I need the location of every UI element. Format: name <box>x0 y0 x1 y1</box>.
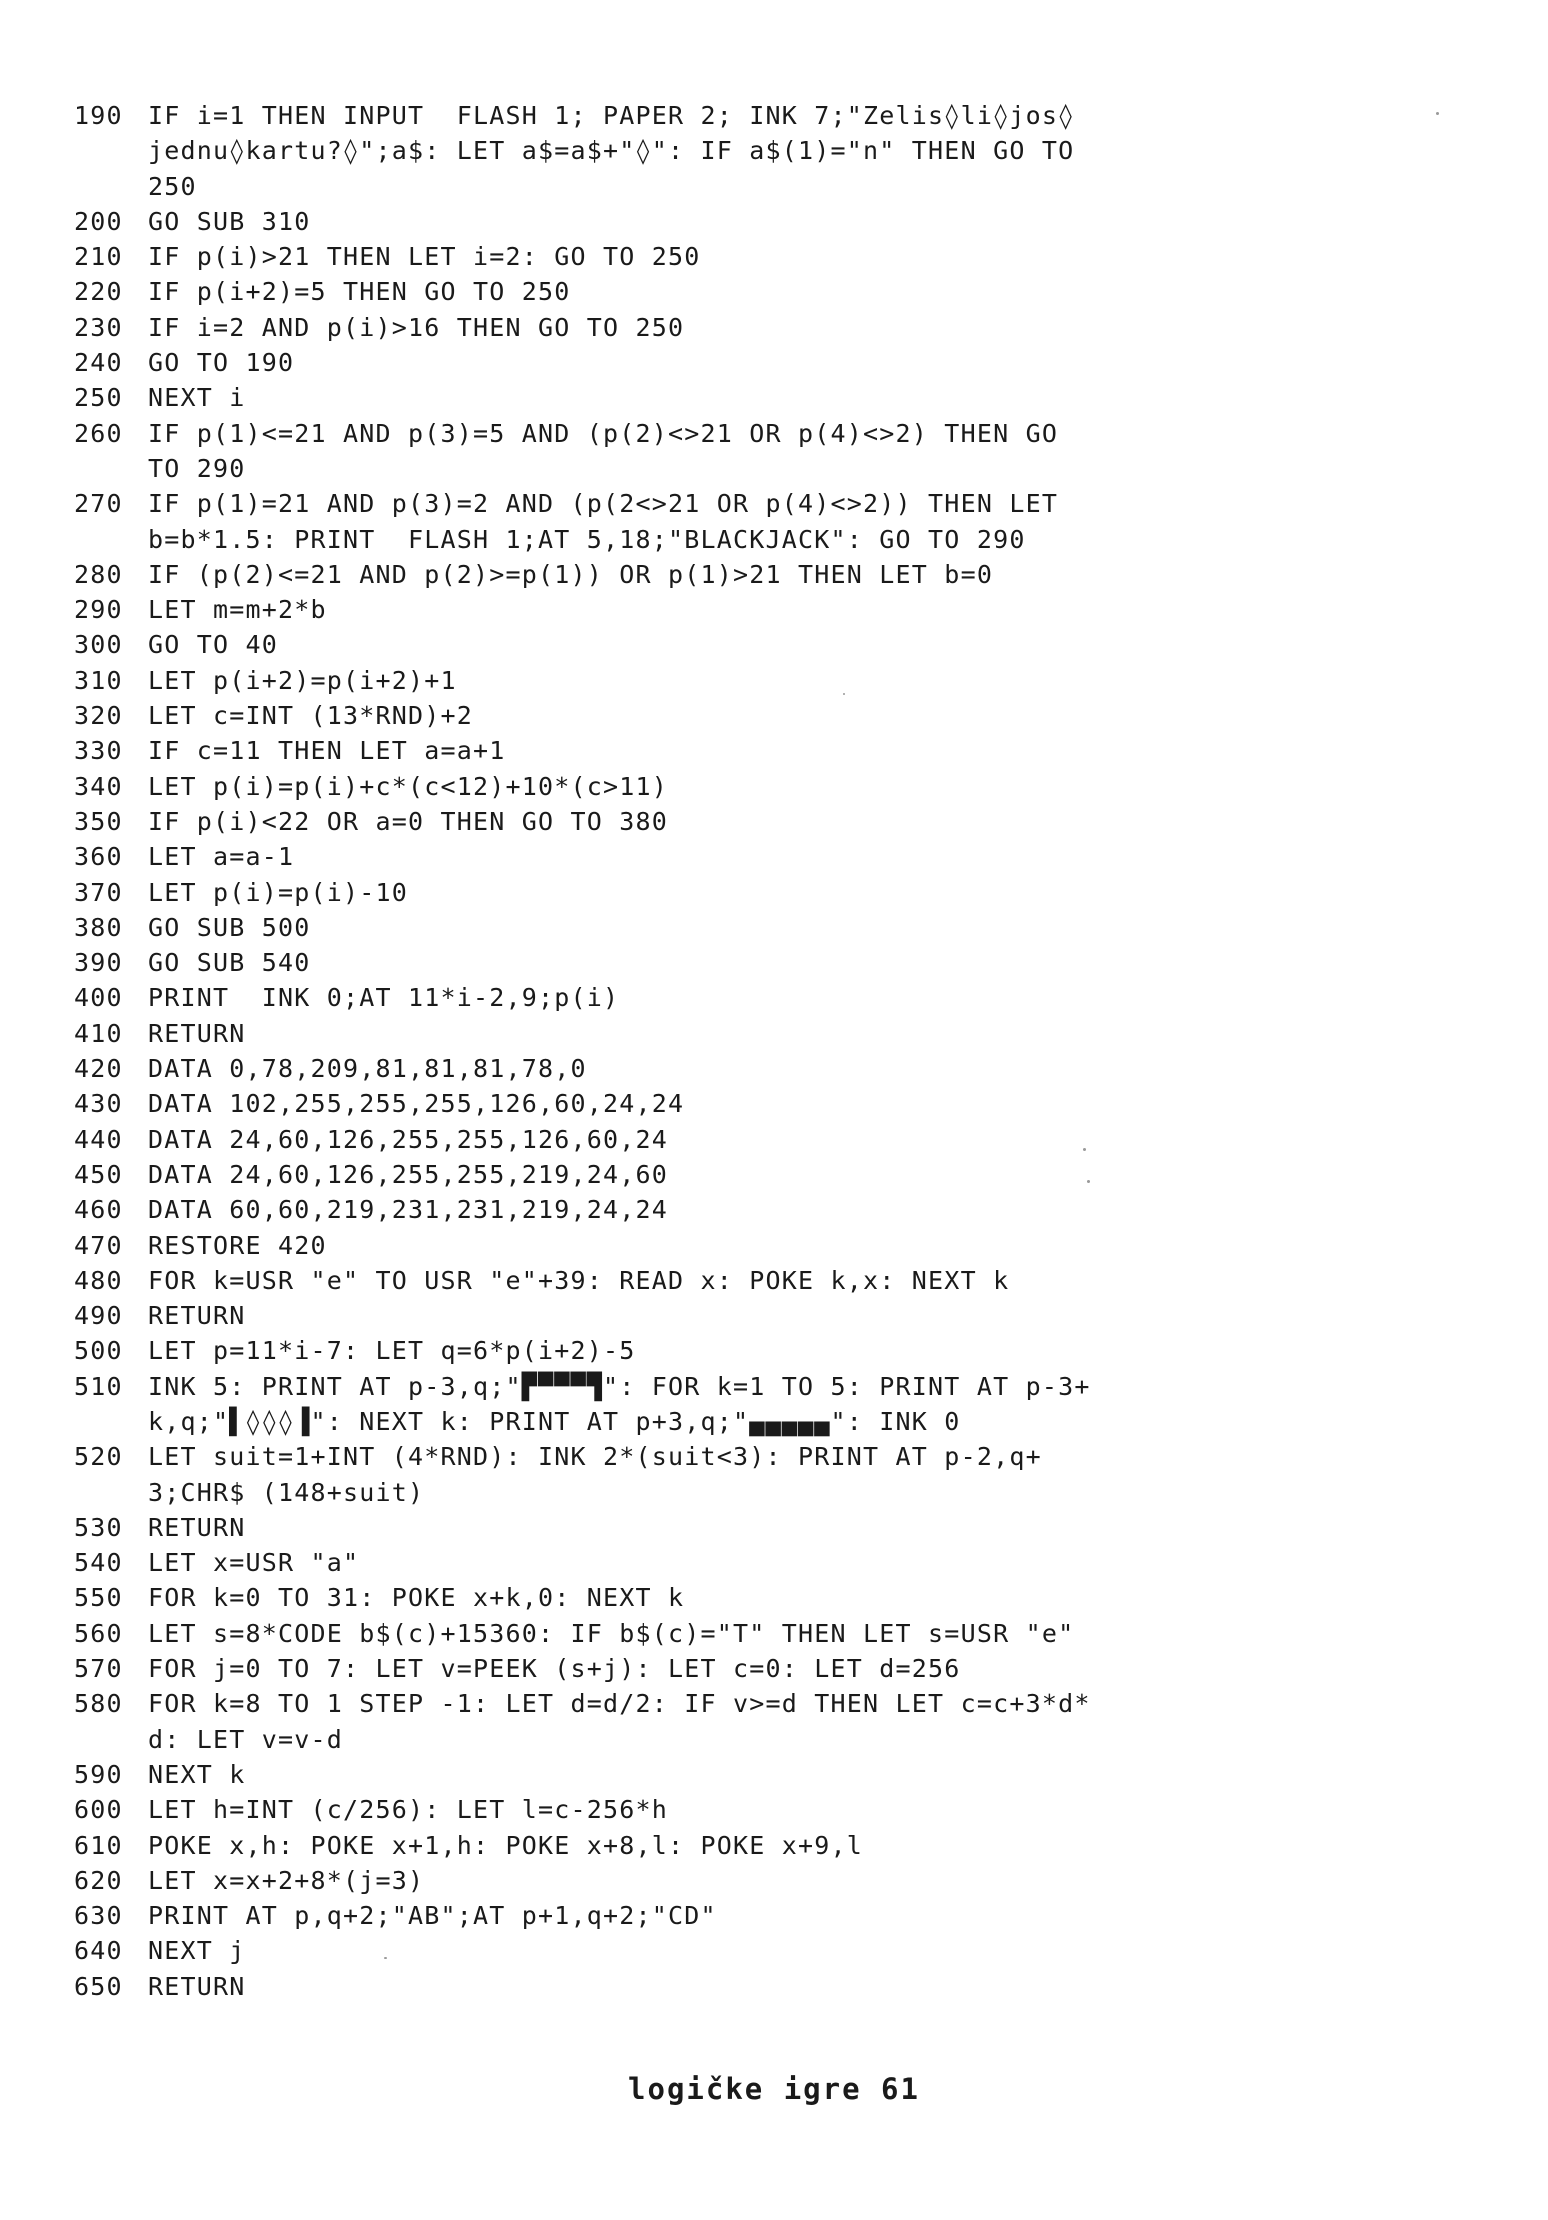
line-code: LET x=USR "a" <box>148 1548 360 1578</box>
line-number: 450 <box>74 1159 123 1189</box>
line-code: LET c=INT (13*RND)+2 <box>148 701 474 731</box>
code-line <box>74 1369 1504 1404</box>
line-code: LET a=a-1 <box>148 842 295 872</box>
basic-program-listing <box>74 98 1504 2004</box>
code-line <box>74 239 1504 274</box>
line-code: IF (p(2)<=21 AND p(2)>=p(1)) OR p(1)>21 THEN LET b=0 <box>148 559 994 589</box>
line-number: 420 <box>74 1054 123 1084</box>
line-code: DATA 24,60,126,255,255,126,60,24 <box>148 1124 669 1154</box>
line-code: LET m=m+2*b <box>148 595 327 625</box>
line-code: DATA 24,60,126,255,255,219,24,60 <box>148 1159 669 1189</box>
line-code: NEXT j <box>148 1936 246 1966</box>
line-code: IF i=2 AND p(i)>16 THEN GO TO 250 <box>148 312 685 342</box>
line-code: b=b*1.5: PRINT FLASH 1;AT 5,18;"BLACKJACK": GO TO 290 <box>148 524 1026 554</box>
code-line <box>74 1863 1504 1898</box>
line-number: 320 <box>74 701 123 731</box>
code-line <box>74 345 1504 380</box>
code-line <box>74 839 1504 874</box>
line-code: FOR k=8 TO 1 STEP -1: LET d=d/2: IF v>=d THEN LET c=c+3*d* <box>148 1689 1091 1719</box>
paper-speck <box>1083 1148 1086 1151</box>
line-number: 590 <box>74 1759 123 1789</box>
line-number: 470 <box>74 1230 123 1260</box>
line-code: 250 <box>148 171 197 201</box>
line-code: POKE x,h: POKE x+1,h: POKE x+8,l: POKE x+9,l <box>148 1830 864 1860</box>
line-number: 370 <box>74 877 123 907</box>
code-line <box>74 204 1504 239</box>
code-line <box>74 804 1504 839</box>
code-line <box>74 1792 1504 1827</box>
line-number: 460 <box>74 1195 123 1225</box>
line-code: LET s=8*CODE b$(c)+15360: IF b$(c)="T" THEN LET s=USR "e" <box>148 1618 1075 1648</box>
code-line <box>74 1298 1504 1333</box>
code-line <box>74 1898 1504 1933</box>
line-code: DATA 0,78,209,81,81,81,78,0 <box>148 1054 587 1084</box>
line-code: IF c=11 THEN LET a=a+1 <box>148 736 506 766</box>
line-number: 610 <box>74 1830 123 1860</box>
line-code: RETURN <box>148 1301 246 1331</box>
code-line <box>74 1933 1504 1968</box>
line-code: GO TO 190 <box>148 348 295 378</box>
code-line <box>74 1616 1504 1651</box>
line-number: 490 <box>74 1301 123 1331</box>
line-code: 3;CHR$ (148+suit) <box>148 1477 425 1507</box>
line-code: IF p(i+2)=5 THEN GO TO 250 <box>148 277 571 307</box>
line-code: GO SUB 540 <box>148 948 311 978</box>
code-line <box>74 1404 1504 1439</box>
code-line <box>74 486 1504 521</box>
code-line <box>74 698 1504 733</box>
page-footer: logičke igre 61 <box>628 2072 920 2106</box>
code-line <box>74 663 1504 698</box>
line-code: GO TO 40 <box>148 630 279 660</box>
code-line <box>74 451 1504 486</box>
line-code: LET p(i)=p(i)+c*(c<12)+10*(c>11) <box>148 771 669 801</box>
line-code: TO 290 <box>148 453 246 483</box>
code-line <box>74 1757 1504 1792</box>
line-number: 340 <box>74 771 123 801</box>
line-number: 570 <box>74 1654 123 1684</box>
line-number: 550 <box>74 1583 123 1613</box>
line-code: INK 5: PRINT AT p-3,q;"▛▀▀▀▜": FOR k=1 TO 5: PRINT AT p-3+ <box>148 1371 1091 1401</box>
paper-speck <box>843 693 845 695</box>
line-code: IF p(1)=21 AND p(3)=2 AND (p(2<>21 OR p(4)<>2)) THEN LET <box>148 489 1059 519</box>
line-number: 250 <box>74 383 123 413</box>
line-number: 330 <box>74 736 123 766</box>
code-line <box>74 1828 1504 1863</box>
code-line <box>74 1263 1504 1298</box>
line-number: 360 <box>74 842 123 872</box>
line-code: k,q;"▌◊◊◊▐": NEXT k: PRINT AT p+3,q;"▄▄▄▄▄": INK 0 <box>148 1406 961 1436</box>
code-line <box>74 980 1504 1015</box>
code-line <box>74 1545 1504 1580</box>
line-number: 210 <box>74 242 123 272</box>
line-code: d: LET v=v-d <box>148 1724 344 1754</box>
code-line <box>74 1439 1504 1474</box>
line-number: 350 <box>74 806 123 836</box>
code-line <box>74 1333 1504 1368</box>
code-line <box>74 1016 1504 1051</box>
line-number: 510 <box>74 1371 123 1401</box>
code-line <box>74 169 1504 204</box>
line-number: 650 <box>74 1971 123 2001</box>
line-number: 430 <box>74 1089 123 1119</box>
line-number: 530 <box>74 1512 123 1542</box>
code-line <box>74 1686 1504 1721</box>
line-code: LET h=INT (c/256): LET l=c-256*h <box>148 1795 669 1825</box>
line-code: RETURN <box>148 1971 246 2001</box>
code-line <box>74 733 1504 768</box>
code-line <box>74 910 1504 945</box>
code-line <box>74 1580 1504 1615</box>
line-number: 280 <box>74 559 123 589</box>
code-line <box>74 1051 1504 1086</box>
line-number: 640 <box>74 1936 123 1966</box>
line-number: 580 <box>74 1689 123 1719</box>
line-code: IF p(1)<=21 AND p(3)=5 AND (p(2)<>21 OR p(4)<>2) THEN GO <box>148 418 1059 448</box>
code-line <box>74 557 1504 592</box>
line-number: 560 <box>74 1618 123 1648</box>
code-line <box>74 274 1504 309</box>
line-code: LET suit=1+INT (4*RND): INK 2*(suit<3): PRINT AT p-2,q+ <box>148 1442 1042 1472</box>
line-number: 380 <box>74 912 123 942</box>
line-number: 290 <box>74 595 123 625</box>
line-code: FOR k=USR "e" TO USR "e"+39: READ x: POKE k,x: NEXT k <box>148 1265 1010 1295</box>
line-number: 480 <box>74 1265 123 1295</box>
line-number: 220 <box>74 277 123 307</box>
line-code: jednu◊kartu?◊";a$: LET a$=a$+"◊": IF a$(1)="n" THEN GO TO <box>148 136 1075 166</box>
line-number: 240 <box>74 348 123 378</box>
line-code: DATA 60,60,219,231,231,219,24,24 <box>148 1195 669 1225</box>
line-code: LET p(i+2)=p(i+2)+1 <box>148 665 457 695</box>
code-line <box>74 1722 1504 1757</box>
line-code: PRINT AT p,q+2;"AB";AT p+1,q+2;"CD" <box>148 1901 717 1931</box>
line-code: GO SUB 500 <box>148 912 311 942</box>
line-number: 630 <box>74 1901 123 1931</box>
code-line <box>74 1086 1504 1121</box>
code-line <box>74 133 1504 168</box>
line-code: DATA 102,255,255,255,126,60,24,24 <box>148 1089 685 1119</box>
code-line <box>74 416 1504 451</box>
line-number: 390 <box>74 948 123 978</box>
line-code: NEXT k <box>148 1759 246 1789</box>
code-line <box>74 522 1504 557</box>
line-number: 520 <box>74 1442 123 1472</box>
code-line <box>74 1510 1504 1545</box>
code-line <box>74 1122 1504 1157</box>
line-code: LET x=x+2+8*(j=3) <box>148 1865 425 1895</box>
line-code: LET p(i)=p(i)-10 <box>148 877 409 907</box>
paper-speck <box>1087 1180 1090 1183</box>
line-number: 400 <box>74 983 123 1013</box>
code-line <box>74 945 1504 980</box>
line-number: 500 <box>74 1336 123 1366</box>
code-line <box>74 769 1504 804</box>
line-number: 440 <box>74 1124 123 1154</box>
line-code: FOR j=0 TO 7: LET v=PEEK (s+j): LET c=0: LET d=256 <box>148 1654 961 1684</box>
line-number: 300 <box>74 630 123 660</box>
code-line <box>74 1157 1504 1192</box>
line-number: 200 <box>74 206 123 236</box>
code-line <box>74 875 1504 910</box>
line-code: IF i=1 THEN INPUT FLASH 1; PAPER 2; INK 7;"Zelis◊li◊jos◊ <box>148 101 1075 130</box>
line-number: 600 <box>74 1795 123 1825</box>
line-code: PRINT INK 0;AT 11*i-2,9;p(i) <box>148 983 620 1013</box>
code-line <box>74 627 1504 662</box>
line-number: 260 <box>74 418 123 448</box>
code-line <box>74 310 1504 345</box>
code-line <box>74 380 1504 415</box>
line-number: 190 <box>74 101 123 130</box>
code-line <box>74 592 1504 627</box>
code-line <box>74 1192 1504 1227</box>
paper-speck <box>384 1957 387 1959</box>
line-number: 540 <box>74 1548 123 1578</box>
line-number: 410 <box>74 1018 123 1048</box>
line-code: GO SUB 310 <box>148 206 311 236</box>
code-line <box>74 1228 1504 1263</box>
line-code: LET p=11*i-7: LET q=6*p(i+2)-5 <box>148 1336 636 1366</box>
code-line <box>74 1969 1504 2004</box>
line-code: FOR k=0 TO 31: POKE x+k,0: NEXT k <box>148 1583 685 1613</box>
line-number: 620 <box>74 1865 123 1895</box>
code-line <box>74 1651 1504 1686</box>
line-code: IF p(i)>21 THEN LET i=2: GO TO 250 <box>148 242 701 272</box>
line-code: IF p(i)<22 OR a=0 THEN GO TO 380 <box>148 806 669 836</box>
line-number: 310 <box>74 665 123 695</box>
line-number: 230 <box>74 312 123 342</box>
code-line <box>74 98 1504 133</box>
line-number: 270 <box>74 489 123 519</box>
line-code: RESTORE 420 <box>148 1230 327 1260</box>
code-line <box>74 1475 1504 1510</box>
line-code: RETURN <box>148 1512 246 1542</box>
line-code: NEXT i <box>148 383 246 413</box>
paper-speck <box>1436 112 1439 115</box>
line-code: RETURN <box>148 1018 246 1048</box>
